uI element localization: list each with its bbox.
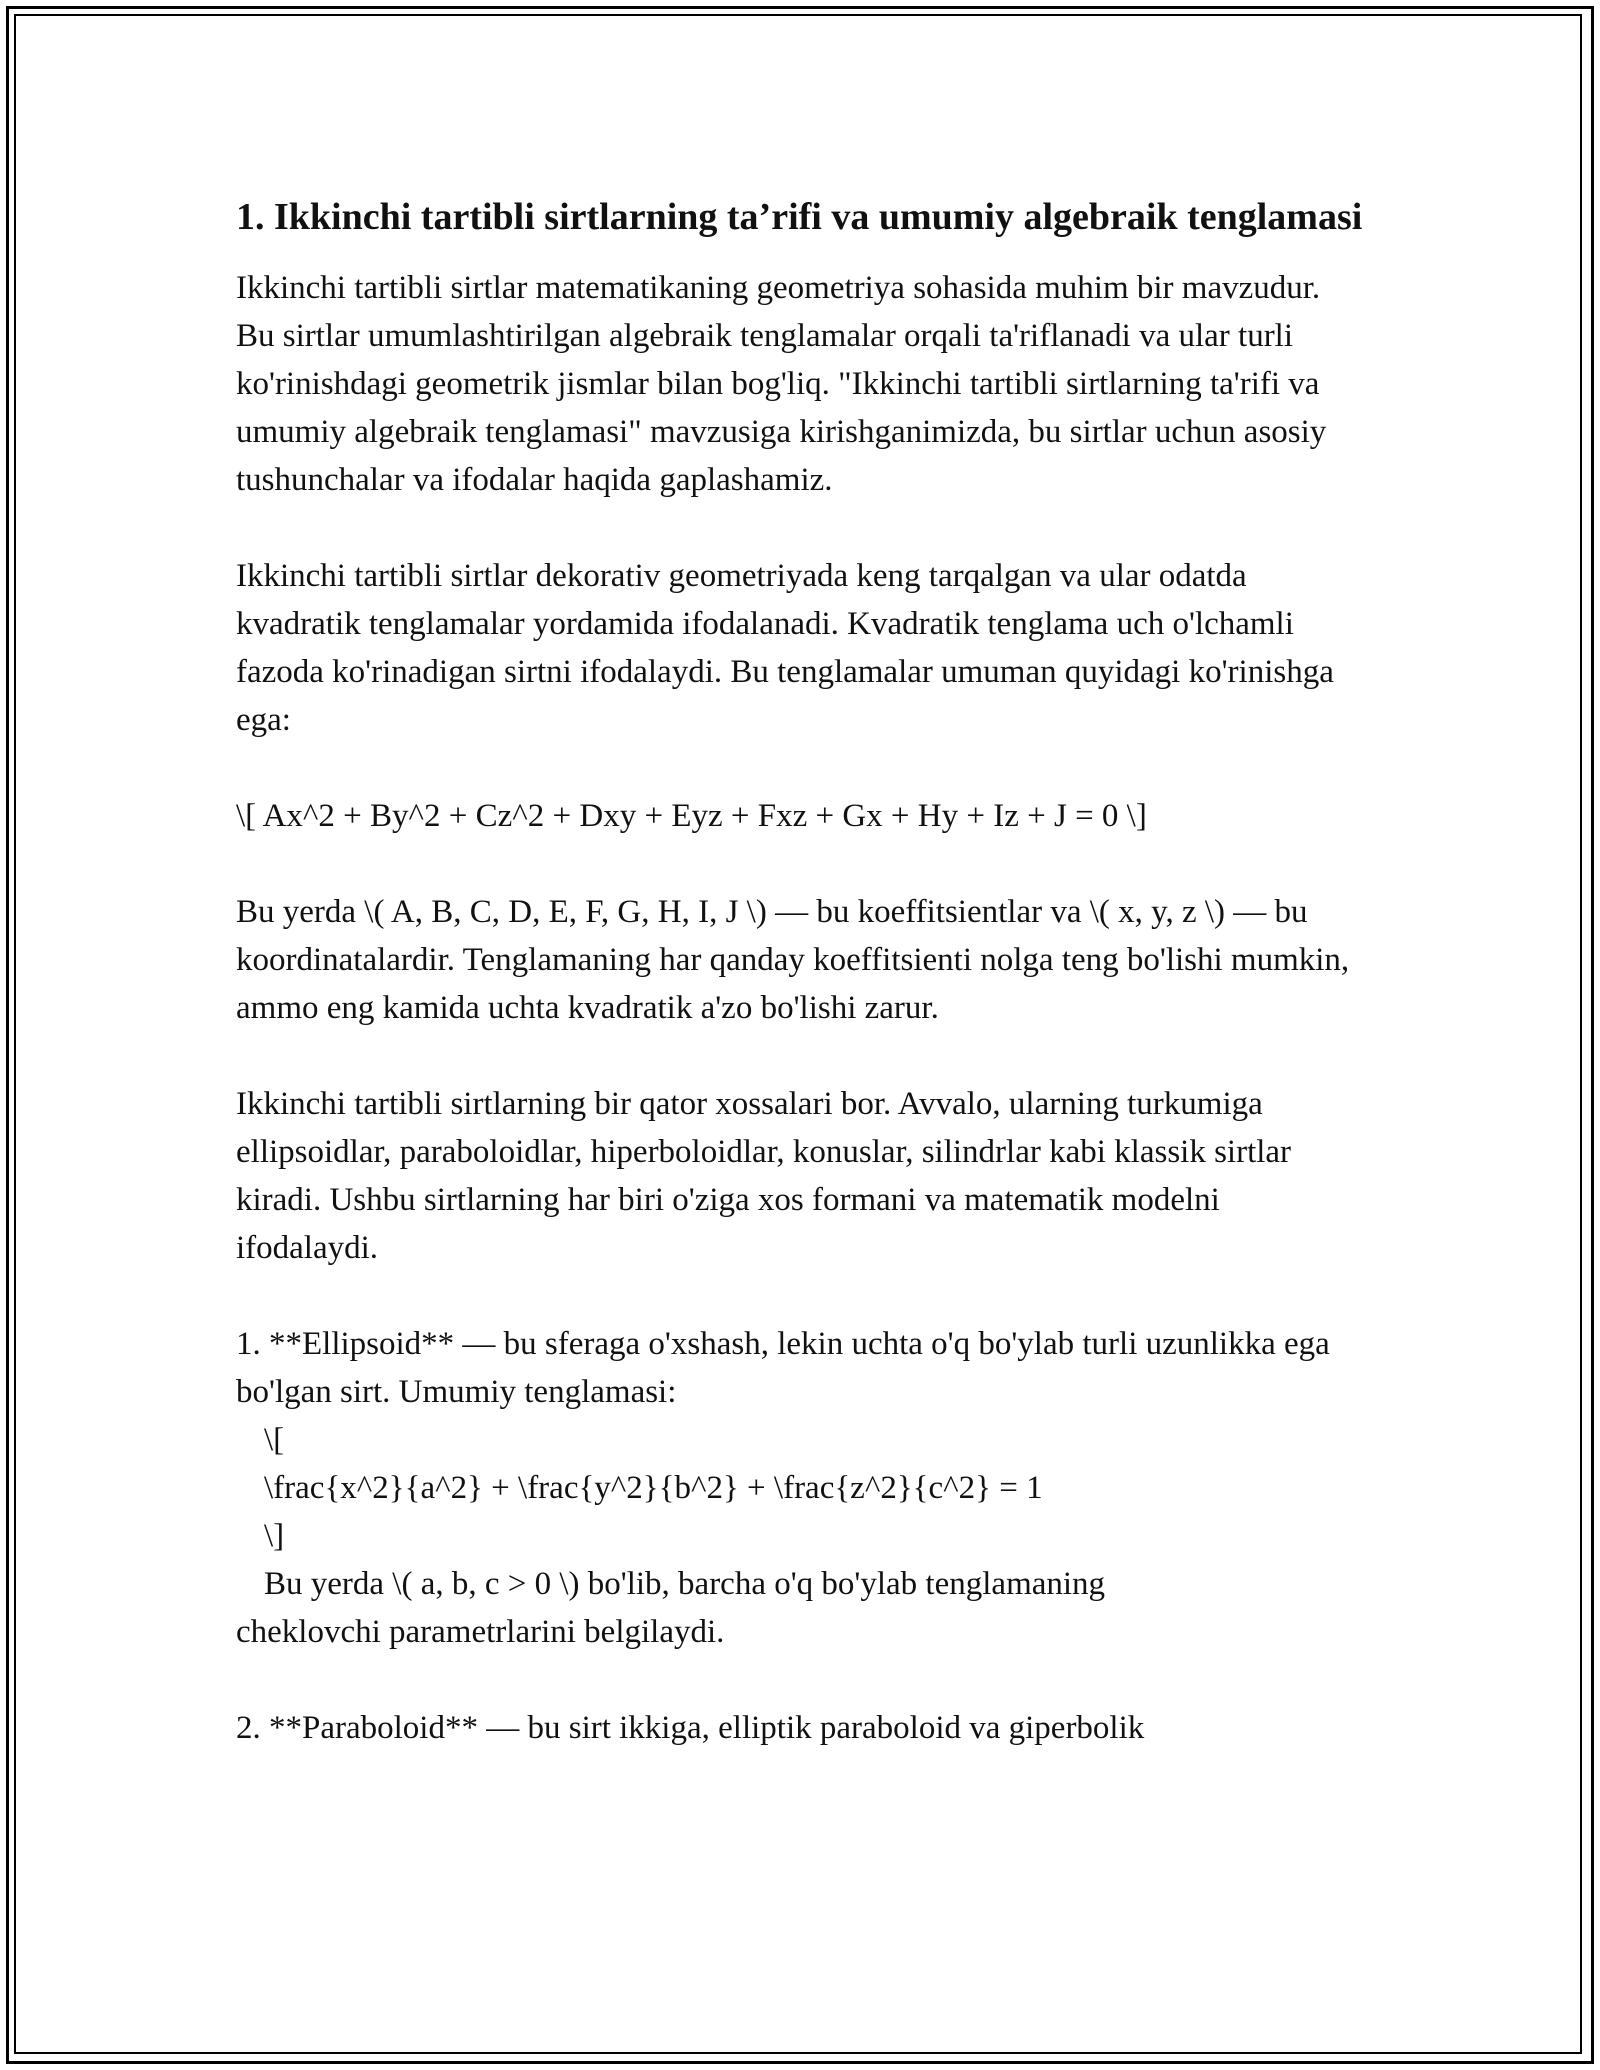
document-body xyxy=(236,190,1366,1752)
paragraph-coefficients: Bu yerda \( A, B, C, D, E, F, G, H, I, J \) — bu koeffitsientlar va \( x, y, z \) — bu koordinatalardir. Tenglamaning har qanday koeffitsienti nolga teng bo'lishi mumkin, ammo eng kamida uchta kvadratik a'zo bo'lishi zarur. xyxy=(236,894,1350,1026)
section-heading: 1. Ikkinchi tartibli sirtlarning ta’rifi va umumiy algebraik tenglamasi xyxy=(236,196,1363,238)
general-equation: \[ Ax^2 + By^2 + Cz^2 + Dxy + Eyz + Fxz + Gx + Hy + Iz + J = 0 \] xyxy=(236,798,1147,834)
paragraph-quadratic: Ikkinchi tartibli sirtlar dekorativ geometriyada keng tarqalgan va ular odatda kvadratik tenglamalar yordamida ifodalanadi. Kvadratik tenglama uch o'lchamli fazoda ko'rinadigan sirtni ifodalaydi. Bu tenglamalar umuman quyidagi ko'rinishga ega: xyxy=(236,558,1334,738)
ellipsoid-note-line1: Bu yerda \( a, b, c > 0 \) bo'lib, barcha o'q bo'ylab tenglamaning xyxy=(264,1566,1106,1602)
ellipsoid-eq-close: \] xyxy=(264,1518,285,1554)
ellipsoid-eq-open: \[ xyxy=(264,1422,285,1458)
list-item-paraboloid: 2. **Paraboloid** — bu sirt ikkiga, elliptik paraboloid va giperbolik xyxy=(236,1710,1145,1746)
paragraph-intro: Ikkinchi tartibli sirtlar matematikaning geometriya sohasida muhim bir mavzudur. Bu sirtlar umumlashtirilgan algebraik tenglamalar orqali ta'riflanadi va ular turli ko'rinishdagi geometrik jismlar bilan bog'liq. "Ikkinchi tartibli sirtlarning ta'rifi va umumiy algebraik tenglamasi" mavzusiga kirishganimizda, bu sirtlar uchun asosiy tushunchalar va ifodalar haqida gaplashamiz. xyxy=(236,270,1327,498)
ellipsoid-equation: \frac{x^2}{a^2} + \frac{y^2}{b^2} + \frac{z^2}{c^2} = 1 xyxy=(264,1470,1043,1506)
ellipsoid-note-line2: cheklovchi parametrlarini belgilaydi. xyxy=(236,1614,725,1650)
list-item-ellipsoid: 1. **Ellipsoid** — bu sferaga o'xshash, lekin uchta o'q bo'ylab turli uzunlikka ega bo'lgan sirt. Umumiy tenglamasi: xyxy=(236,1326,1330,1410)
paragraph-properties: Ikkinchi tartibli sirtlarning bir qator xossalari bor. Avvalo, ularning turkumiga ellipsoidlar, paraboloidlar, hiperboloidlar, konuslar, silindrlar kabi klassik sirtlar kiradi. Ushbu sirtlarning har biri o'ziga xos formani va matematik modelni ifodalaydi. xyxy=(236,1086,1292,1266)
